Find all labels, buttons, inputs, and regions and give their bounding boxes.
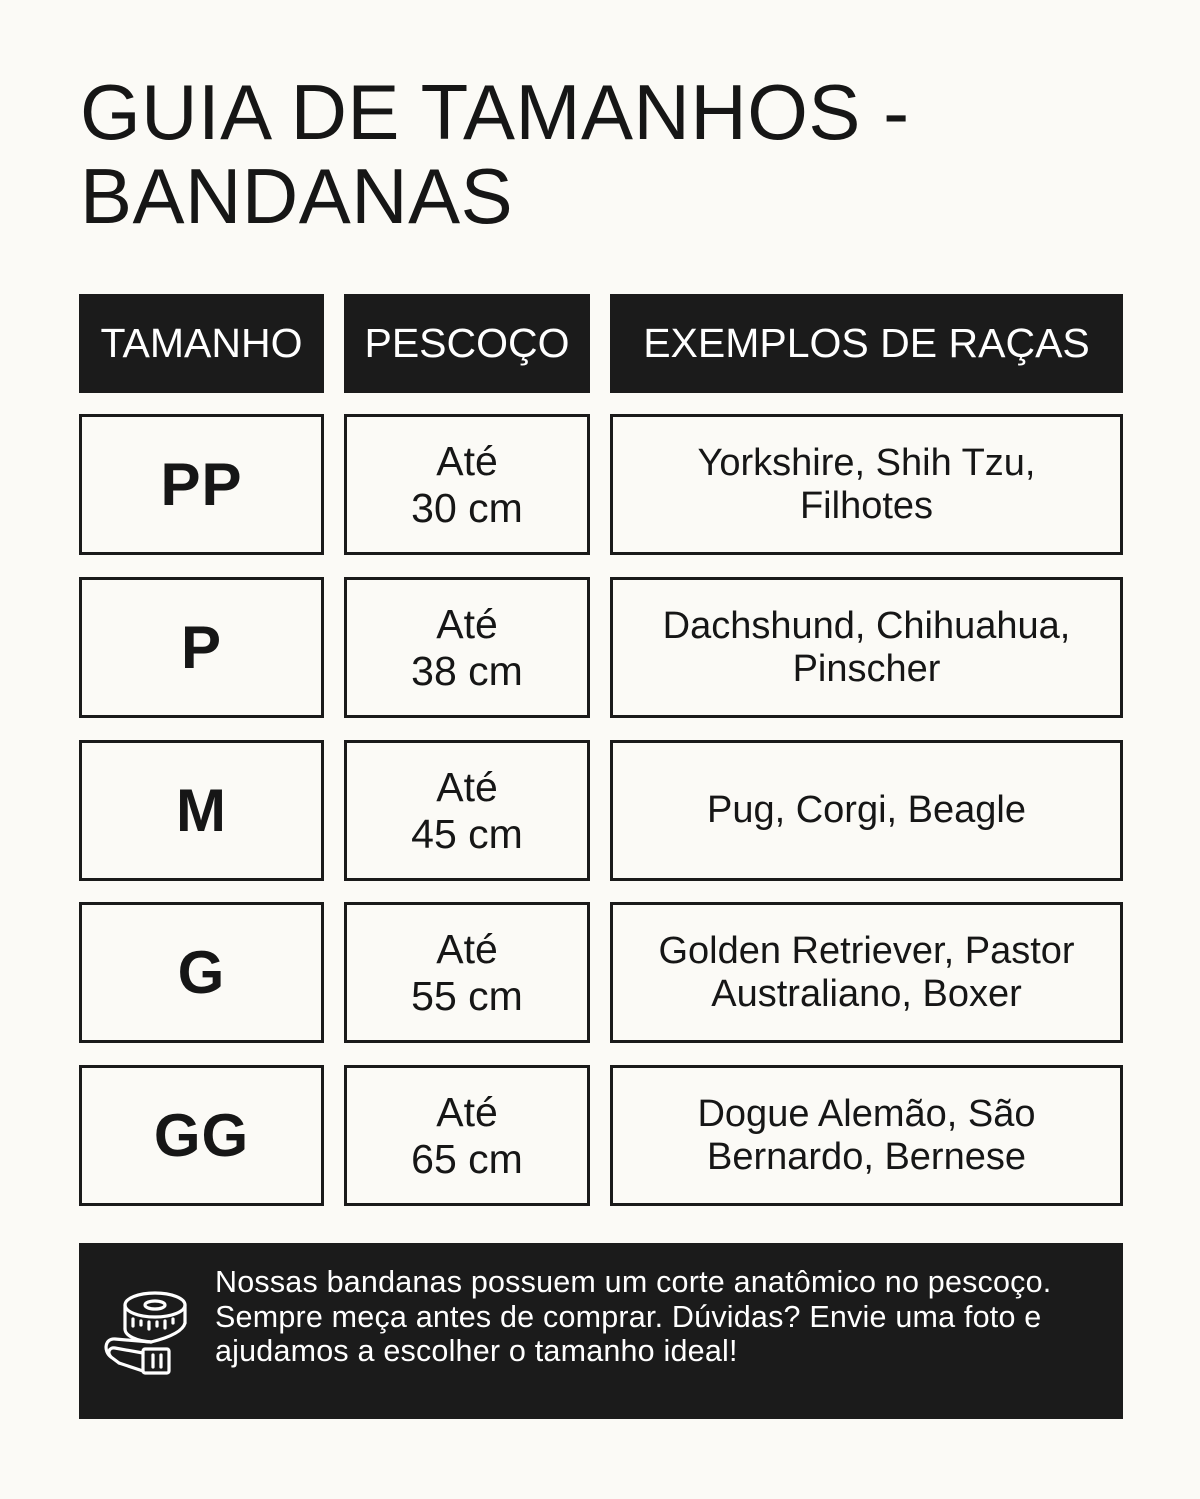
note-text: Nossas bandanas possuem um corte anatômico no pescoço. Sempre meça antes de comprar. Dúvidas? Envie uma foto e ajudamos a escolher o tamanho ideal! — [215, 1265, 1052, 1368]
page-title — [80, 70, 1140, 238]
sizing-note — [79, 1243, 1123, 1419]
neck-value: 45 cm — [411, 810, 523, 857]
size-cell: M — [79, 740, 324, 881]
size-cell: GG — [79, 1065, 324, 1206]
neck-value: 38 cm — [411, 647, 523, 694]
neck-prefix: Até — [436, 437, 498, 484]
neck-cell — [344, 740, 590, 881]
neck-value: 65 cm — [411, 1135, 523, 1182]
breeds-cell: Golden Retriever, Pastor Australiano, Boxer — [610, 902, 1123, 1043]
measuring-tape-icon — [99, 1279, 199, 1379]
breeds-cell: Dogue Alemão, São Bernardo, Bernese — [610, 1065, 1123, 1206]
page-title-line-2: BANDANAS — [80, 152, 514, 240]
breeds-cell: Yorkshire, Shih Tzu, Filhotes — [610, 414, 1123, 555]
neck-cell — [344, 577, 590, 718]
neck-cell — [344, 414, 590, 555]
size-cell: PP — [79, 414, 324, 555]
neck-prefix: Até — [436, 1088, 498, 1135]
neck-cell — [344, 1065, 590, 1206]
header-size: TAMANHO — [79, 294, 324, 393]
neck-prefix: Até — [436, 600, 498, 647]
size-cell: G — [79, 902, 324, 1043]
neck-value: 55 cm — [411, 972, 523, 1019]
breeds-cell: Pug, Corgi, Beagle — [610, 740, 1123, 881]
neck-prefix: Até — [436, 925, 498, 972]
neck-value: 30 cm — [411, 484, 523, 531]
page-title-line-1: GUIA DE TAMANHOS - — [80, 68, 910, 156]
neck-prefix: Até — [436, 763, 498, 810]
header-neck: PESCOÇO — [344, 294, 590, 393]
neck-cell — [344, 902, 590, 1043]
size-cell: P — [79, 577, 324, 718]
header-breeds: EXEMPLOS DE RAÇAS — [610, 294, 1123, 393]
breeds-cell: Dachshund, Chihuahua, Pinscher — [610, 577, 1123, 718]
